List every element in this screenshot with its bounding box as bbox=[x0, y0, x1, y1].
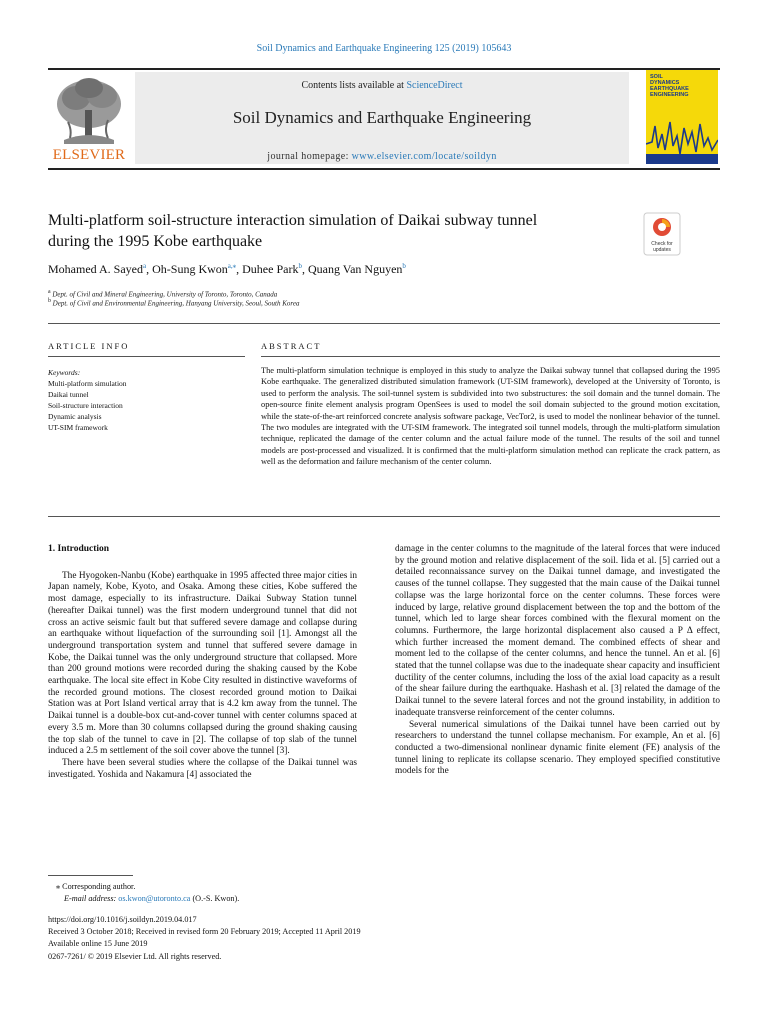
body-paragraph: The Hyogoken-Nanbu (Kobe) earthquake in 1995 affected three major cities in Japan namely, Kobe, Kyoto, and Osaka. Among these cities, Kobe suffered the most damage, especially to its infrastructure. Daikai Subway Station tunnel (hereafter Daikai tunnel) was the first modern underground tunnel that did not cross an active seismic fault but that suffered severe damage and collapse during an earthquake without liquefaction of the surrounding soil [1]. Amongst all the underground transportation system and tunnel that suffered severe damage in Kobe, the Daikai tunnel was the only underground structure that collapsed. More than 200 ground motions were recorded during the shaking caused by the Kobe earthquake. The local site effect in Kobe City resulted in distinctive waveforms of the recorded ground motions. The closest recorded ground motion to Daikai Station was at Port Island vertical array that is 4.2 km away from the tunnel. The Daikai tunnel is a double-box cut-and-cover tunnel with center columns spaced at every 3.5 m. More than 30 columns collapsed during the ground shaking causing the top slab of the tunnel to cave in [2]. The collapse of top slab of the tunnel induced a 2.5 m settlement of the soil cover above the tunnel [3]. bbox=[48, 570, 357, 757]
available-online: Available online 15 June 2019 bbox=[48, 939, 148, 948]
homepage-link[interactable]: www.elsevier.com/locate/soildyn bbox=[351, 151, 497, 162]
author-name[interactable]: Mohamed A. Sayed bbox=[48, 262, 143, 276]
author-affil-sup[interactable]: a,⁎ bbox=[227, 262, 237, 270]
keywords-label: Keywords: bbox=[48, 368, 81, 377]
author-name[interactable]: Duhee Park bbox=[242, 262, 299, 276]
title-line: during the 1995 Kobe earthquake bbox=[48, 233, 263, 250]
contents-prefix: Contents lists available at bbox=[301, 80, 407, 91]
section-heading: 1. Introduction bbox=[48, 544, 110, 554]
author-name[interactable]: Oh-Sung Kwon bbox=[152, 262, 228, 276]
body-paragraph: Several numerical simulations of the Daikai tunnel have been carried out by researchers to understand the tunnel collapse mechanism. For example, An et al. [6] conducted a two-dimensional nonlinear dynamic finite element (FE) analysis of the tunnel lining to replicate its collapse scenario. They employed specified constitutive models for the bbox=[395, 719, 720, 777]
affiliation bbox=[48, 298, 299, 307]
homepage-prefix: journal homepage: bbox=[267, 151, 352, 162]
publisher-logo-text: ELSEVIER bbox=[52, 147, 126, 163]
corresponding-author: ⁎ Corresponding author. bbox=[56, 882, 136, 891]
journal-cover-image[interactable] bbox=[646, 70, 718, 164]
contents-available bbox=[135, 80, 629, 91]
journal-reference[interactable]: Soil Dynamics and Earthquake Engineering 125 (2019) 105643 bbox=[256, 43, 512, 54]
title-line: Multi-platform soil-structure interaction simulation of Daikai subway tunnel bbox=[48, 212, 538, 229]
sciencedirect-link[interactable]: ScienceDirect bbox=[406, 80, 463, 91]
affiliation-text: Dept. of Civil and Environmental Engineering, Hanyang University, Seoul, South Korea bbox=[52, 299, 300, 308]
copyright: 0267-7261/ © 2019 Elsevier Ltd. All rights reserved. bbox=[48, 952, 222, 961]
header-top-rule bbox=[48, 68, 720, 70]
journal-homepage bbox=[135, 151, 629, 162]
author-affil-sup[interactable]: b bbox=[298, 262, 302, 270]
body-paragraph: damage in the center columns to the magnitude of the lateral forces that were induced by the ground motion and relative displacement of the soil. Iida et al. [5] carried out a detailed reconnaissance survey on the Daikai tunnel damage, and investigated the causes of the tunnel collapse. They suggested that the main cause of the Daikai tunnel collapse was the large horizontal force on the center columns. These forces were induced by large, relative ground displacement between the top and the bottom of the tunnel, which led to large shear forces combined with the flexural moment on the columns. Furthermore, the large horizontal displacement also caused a P Δ effect, which further increased the moment demand. The combined effects of shear and moment led to the collapse of the center columns, and hence the tunnel. An et al. [6] stated that the tunnel collapse was due to the inadequate shear capacity and insufficient ductility of the center columns, including the loss of the axial load capacity as a result of the shear failure during the earthquake. Hashash et al. [3] related the damage of the Daikai tunnel to the severe lateral forces and not the ground instability, in addition to inadequate transverse reinforcement of the center columns. bbox=[395, 544, 720, 718]
section-divider bbox=[48, 323, 720, 324]
cover-waveform-icon bbox=[646, 114, 718, 164]
cover-line: DYNAMICS bbox=[650, 80, 680, 86]
body-left-column bbox=[48, 544, 357, 781]
keyword: Multi-platform simulation bbox=[48, 379, 127, 388]
keyword: UT-SIM framework bbox=[48, 423, 108, 432]
cover-line: EARTHQUAKE bbox=[650, 86, 689, 92]
keyword: Dynamic analysis bbox=[48, 412, 102, 421]
journal-title: Soil Dynamics and Earthquake Engineering bbox=[232, 108, 532, 127]
body-right-column bbox=[395, 544, 720, 778]
email-suffix: (O.-S. Kwon). bbox=[190, 894, 240, 903]
body-paragraph: There have been several studies where the collapse of the Daikai tunnel was investigated. Yoshida and Nakamura [4] associated the bbox=[48, 757, 357, 780]
section-divider bbox=[48, 516, 720, 517]
doi-link[interactable]: https://doi.org/10.1016/j.soildyn.2019.04.017 bbox=[48, 915, 197, 924]
author-email bbox=[64, 893, 239, 904]
author-affil-sup[interactable]: b bbox=[402, 262, 406, 270]
article-title bbox=[48, 210, 628, 252]
badge-line: Check for bbox=[651, 241, 673, 247]
keywords-block bbox=[48, 367, 127, 433]
cover-line: ENGINEERING bbox=[650, 92, 689, 98]
badge-line: updates bbox=[653, 247, 671, 253]
abstract-heading: ABSTRACT bbox=[261, 341, 322, 351]
received-dates: Received 3 October 2018; Received in revised form 20 February 2019; Accepted 11 April 2019 bbox=[48, 927, 361, 936]
affiliation-text: Dept. of Civil and Mineral Engineering, University of Toronto, Toronto, Canada bbox=[52, 290, 278, 299]
keyword: Soil-structure interaction bbox=[48, 401, 123, 410]
cover-title bbox=[650, 74, 689, 98]
abstract-text: The multi-platform simulation technique is employed in this study to analyze the Daikai subway tunnel that collapsed during the 1995 Kobe earthquake. The generalized distributed simulation framework (UT-SIM framework), developed at the University of Toronto, is used to perform the analysis. The soil-tunnel system is subdivided into two substructures: the soil domain and the tunnel domain. The open-source finite element analysis program OpenSees is used to model the soil domain subjected to the ground motion excitation, while the state-of-the-art reinforced concrete analysis software package, VecTor2, is used to model the nonlinear behavior of the tunnel. The two modules are integrated with the UT-SIM framework. The integrated soil tunnel models, through the multi-platform simulation technique, replicated the damage of the center column and the actual failure mode of the tunnel. The results of the soil and tunnel models are post-processed and visualized. It is confirmed that the multi-platform simulation method can replicate the crack pattern, as well as the deformation and failure mechanism of the center column. bbox=[261, 366, 720, 467]
affiliation-sup: b bbox=[48, 298, 51, 304]
author-list: Mohamed A. Sayed$^a$, Oh-Sung Kwon$^{a,⁎}$, Duhee Park$^b$, Quang Van Nguyen$^b$ bbox=[48, 262, 406, 276]
cover-line: SOIL bbox=[650, 74, 663, 80]
affiliation bbox=[48, 289, 277, 298]
abstract-rule bbox=[261, 356, 720, 357]
author-name[interactable]: Quang Van Nguyen bbox=[307, 262, 403, 276]
email-link[interactable]: os.kwon@utoronto.ca bbox=[118, 894, 191, 903]
check-for-updates-badge-icon[interactable] bbox=[643, 212, 681, 256]
keyword: Daikai tunnel bbox=[48, 390, 89, 399]
affiliation-sup: a bbox=[48, 289, 51, 295]
author-affil-sup[interactable]: a bbox=[143, 262, 147, 270]
email-label: E-mail address: bbox=[64, 894, 119, 903]
header-bottom-rule bbox=[48, 168, 720, 170]
footnote-rule bbox=[48, 875, 133, 876]
article-info-heading: ARTICLE INFO bbox=[48, 341, 130, 351]
article-info-rule bbox=[48, 356, 245, 357]
